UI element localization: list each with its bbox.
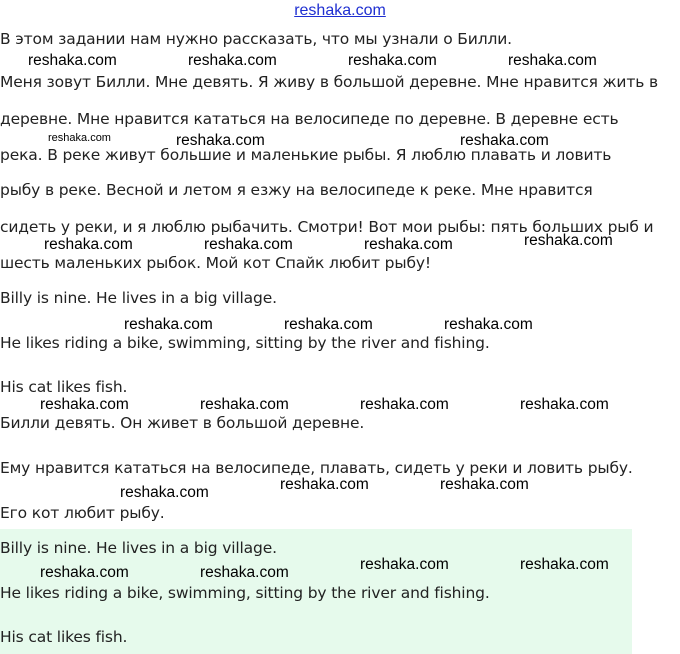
watermark: reshaka.com [360,556,449,573]
watermark: reshaka.com [444,316,533,333]
answer-highlighted: His cat likes fish. [0,628,128,646]
watermark: reshaka.com [204,236,293,253]
answer-highlighted: He likes riding a bike, swimming, sitting by the river and fishing. [0,584,490,602]
answer-en: He likes riding a bike, swimming, sitting by the river and fishing. [0,334,490,352]
watermark: reshaka.com [44,236,133,253]
answer-en: Billy is nine. He lives in a big village. [0,289,277,307]
watermark: reshaka.com [284,316,373,333]
site-link[interactable]: reshaka.com [294,2,386,19]
watermark: reshaka.com [524,232,613,249]
paragraph-line: рыбу в реке. Весной и летом я езжу на велосипеде к реке. Мне нравится [0,181,593,199]
answer-ru: Ему нравится кататься на велосипеде, плавать, сидеть у реки и ловить рыбу. [0,459,633,477]
watermark: reshaka.com [440,476,529,493]
watermark: reshaka.com [48,132,111,144]
paragraph-line: шесть маленьких рыбок. Мой кот Спайк любит рыбу! [0,254,431,272]
watermark: reshaka.com [348,52,437,69]
answer-ru: Его кот любит рыбу. [0,504,165,522]
paragraph-line: Меня зовут Билли. Мне девять. Я живу в большой деревне. Мне нравится жить в [0,73,658,91]
watermark: reshaka.com [520,556,609,573]
paragraph-line: река. В реке живут большие и маленькие рыбы. Я люблю плавать и ловить [0,146,612,164]
watermark: reshaka.com [280,476,369,493]
watermark: reshaka.com [28,52,117,69]
watermark: reshaka.com [40,396,129,413]
watermark: reshaka.com [176,132,265,149]
watermark: reshaka.com [360,396,449,413]
answer-ru: Билли девять. Он живет в большой деревне. [0,414,365,432]
answer-en: His cat likes fish. [0,378,128,396]
watermark: reshaka.com [188,52,277,69]
paragraph-line: сидеть у реки, и я люблю рыбачить. Смотри! Вот мои рыбы: пять больших рыб и [0,218,654,236]
watermark: reshaka.com [120,484,209,501]
intro-text: В этом задании нам нужно рассказать, что мы узнали о Билли. [0,30,512,48]
watermark: reshaka.com [508,52,597,69]
watermark: reshaka.com [460,132,549,149]
watermark: reshaka.com [200,564,289,581]
watermark: reshaka.com [520,396,609,413]
answer-highlighted: Billy is nine. He lives in a big village. [0,539,277,557]
paragraph-line: деревне. Мне нравится кататься на велосипеде по деревне. В деревне есть [0,110,619,128]
watermark: reshaka.com [200,396,289,413]
watermark: reshaka.com [124,316,213,333]
watermark: reshaka.com [364,236,453,253]
watermark: reshaka.com [40,564,129,581]
